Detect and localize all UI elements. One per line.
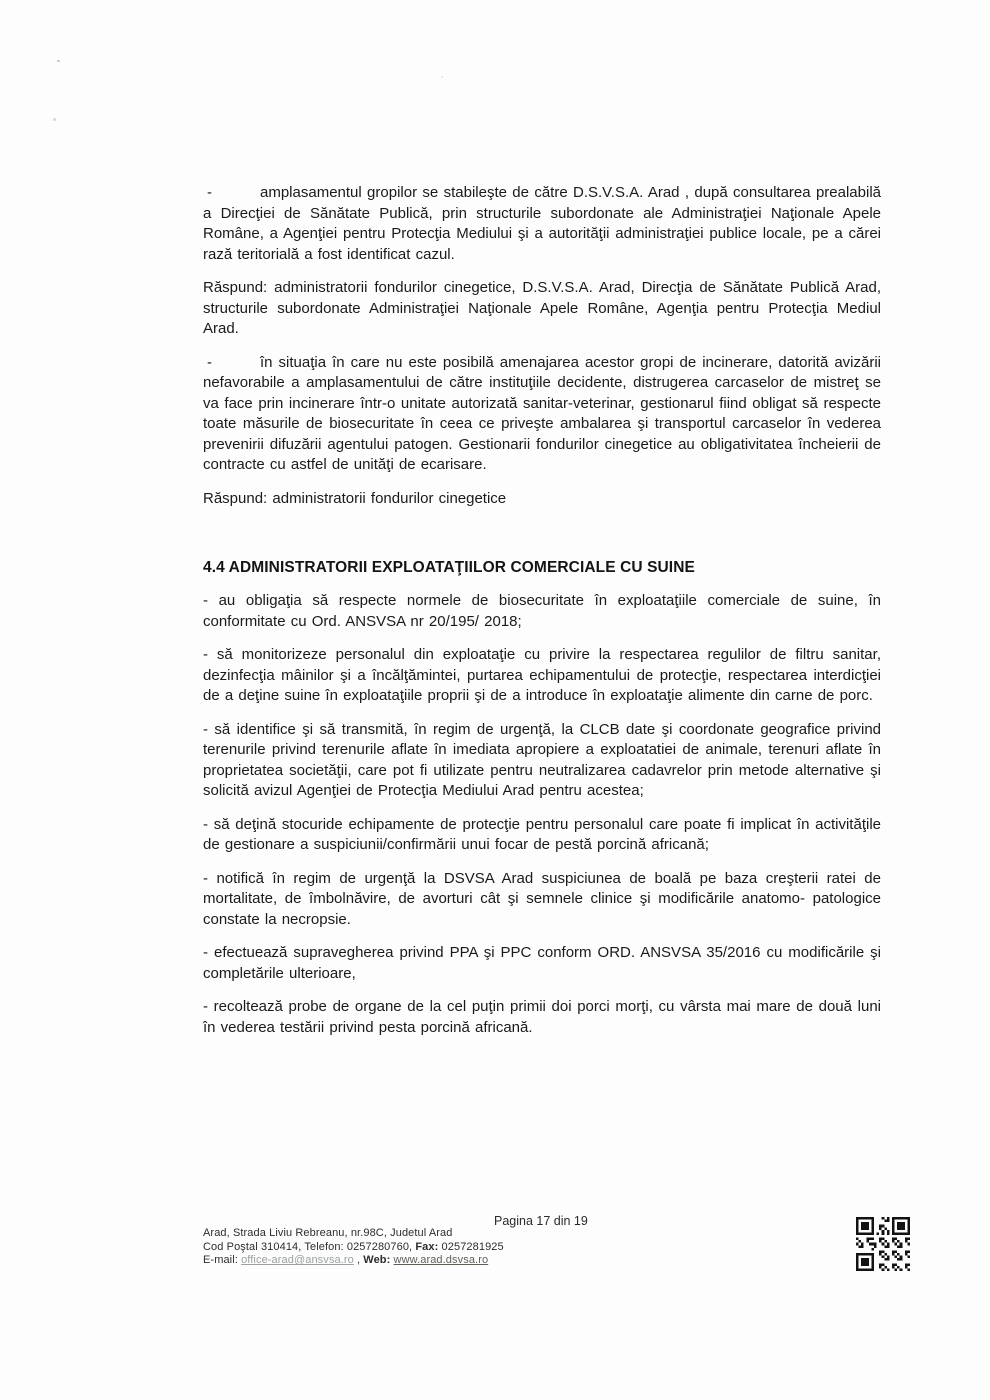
web-label: Web:	[363, 1254, 394, 1267]
email-link[interactable]: office-arad@ansvsa.ro	[241, 1254, 354, 1267]
scan-speck	[53, 118, 56, 121]
paragraph-incinerare-unitate	[203, 353, 881, 476]
paragraph-amplasament-gropi	[203, 183, 881, 265]
section-heading-4-4: 4.4 ADMINISTRATORII EXPLOATAŢIILOR COMERCIALE CU SUINE	[203, 559, 695, 576]
paragraph-raspund-fonduri: Răspund: administratorii fondurilor cinegetice	[203, 489, 507, 507]
paragraph-text: amplasamentul gropilor se stabileşte de către D.S.V.S.A. Arad , după consultarea prealabilă a Direcţiei de Sănătate Publică, prin structurile subordonate ale Administraţiei Naţionale Apele Române, a Agenţiei pentru Protecţia Mediului şi a autorităţii administraţiei publice locale, pe a cărei rază teritorială a fost identificat cazul.	[203, 184, 881, 263]
bullet-notificare-dsvsa: - notifică în regim de urgenţă la DSVSA Arad suspiciunea de boală pe baza creşterii ratei de mortalitate, de îmbolnăvire, de avorturi cât şi semnele clinice şi modificările anatomo- patologice constate la necropsie.	[203, 869, 881, 928]
bullet-obligatia-biosecuritate: - au obligaţia să respecte normele de biosecuritate în exploataţiile comerciale de suine, în conformitate cu Ord. ANSVSA nr 20/195/ 2018;	[203, 592, 881, 630]
separator: ,	[353, 1254, 364, 1267]
web-link[interactable]: www.arad.dsvsa.ro	[393, 1254, 489, 1267]
bullet-monitorizare-personal: - să monitorizeze personalul din exploataţie cu privire la respectarea regulilor de filtru sanitar, dezinfecţia mâinilor şi a încălţămintei, purtarea echipamentului de protecţie, respectarea interdicţiei de a deţine suine în exploataţiile proprii şi de a introduce în exploataţie alimente din carne de porc.	[203, 646, 881, 704]
fax-label: Fax:	[415, 1240, 439, 1253]
bullet-identificare-terenuri: - să identifice şi să transmită, în regim de urgenţă, la CLCB date şi coordonate geografice privind terenurile privind terenurile aflate în imediata apropiere a exploatatiei de animale, terenuri aflate în proprietatea societăţii, care pot fi utilizate pentru neutralizarea cadavrelor prin metode alternative şi solicită avizul Agenţiei de Protecţia Mediului Arad pentru acestea;	[203, 720, 881, 799]
footer-address-line1: Arad, Strada Liviu Rebreanu, nr.98C, Judetul Arad	[203, 1227, 453, 1239]
bullet-dash: -	[207, 353, 212, 371]
footer-address-block	[203, 1227, 504, 1268]
footer-contact-line	[203, 1254, 504, 1268]
document-body	[203, 183, 881, 1051]
bullet-supraveghere-ppa-ppc: - efectuează supravegherea privind PPA şi PPC conform ORD. ANSVSA 35/2016 cu modificările şi completările ulterioare,	[203, 944, 881, 982]
footer-postal-phone: Cod Poştal 310414, Telefon: 0257280760,	[203, 1240, 416, 1253]
bullet-stocuri-echipamente: - să deţină stocuride echipamente de protecţie pentru personalul care poate fi implicat în activităţile de gestionare a suspiciunii/confirmării unui focar de pestă porcină africană;	[203, 815, 881, 853]
scan-speck	[57, 60, 60, 62]
footer-address-line2	[203, 1241, 504, 1255]
paragraph-raspund-institutii: Răspund: administratorii fondurilor cinegetice, D.S.V.S.A. Arad, Direcţia de Sănătate Publică Arad, structurile subordonate Administraţiei Naţionale Apele Române, Agenţia pentru Protecţia Mediul Arad.	[203, 279, 881, 337]
bullet-dash: -	[207, 184, 212, 201]
email-label: E-mail:	[203, 1254, 242, 1267]
bullet-recoltare-probe: - recoltează probe de organe de la cel puţin primii doi porci morţi, cu vârsta mai mare de două luni în vederea testării privind pesta porcină africană.	[203, 998, 881, 1036]
page-number: Pagina 17 din 19	[494, 1214, 588, 1228]
qr-code	[856, 1217, 910, 1271]
paragraph-text: în situaţia în care nu este posibilă amenajarea acestor gropi de incinerare, datorită avizării nefavorabile a amplasamentului de către instituţiile decidente, distrugerea carcaselor de mistreţ se va face prin incinerare într-o unitate autorizată sanitar-veterinar, gestionarul fiind obligat să respecte toate măsurile de biosecuritate în ceea ce priveşte ambalarea şi transportul carcaselor în vederea prevenirii difuzării agentului patogen. Gestionarii fondurilor cinegetice au obligativitatea încheierii de contracte cu astfel de unităţi de ecarisare.	[203, 353, 881, 473]
scan-speck	[441, 76, 443, 78]
fax-number: 0257281925	[438, 1240, 504, 1253]
